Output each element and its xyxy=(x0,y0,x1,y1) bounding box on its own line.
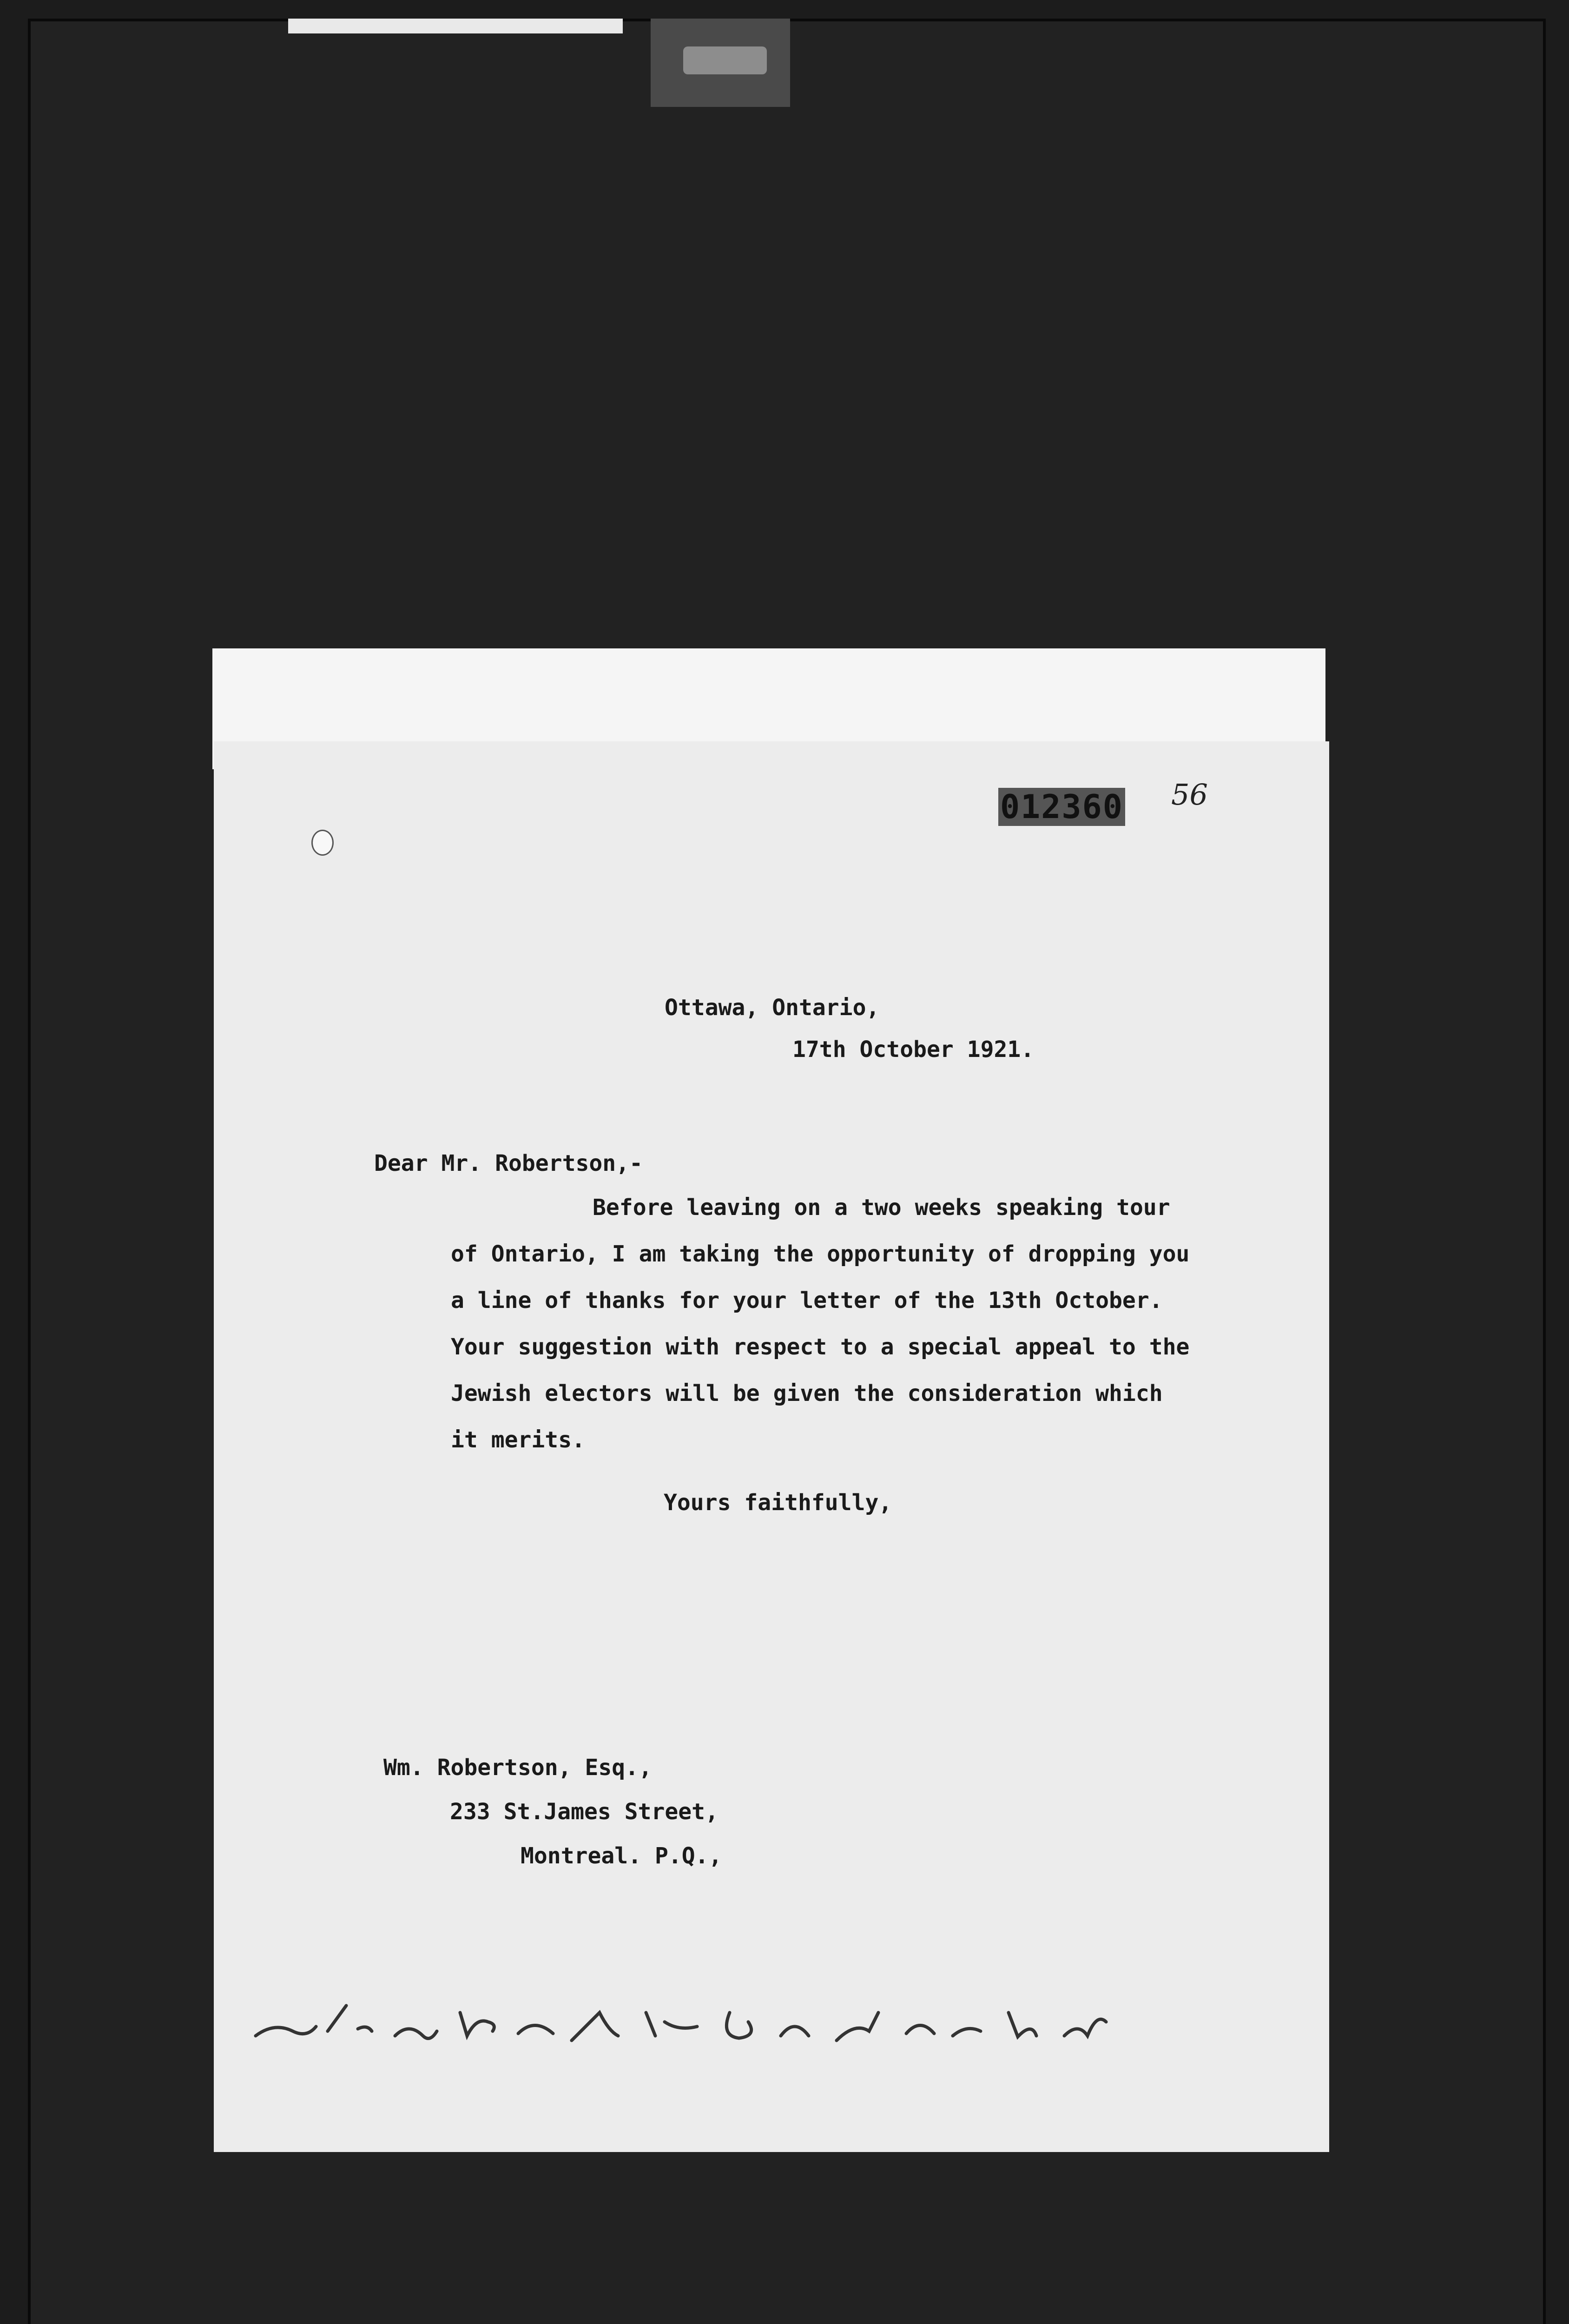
letter-body-line: Before leaving on a two weeks speaking tour xyxy=(593,1195,1170,1221)
document-number: 012360 xyxy=(998,788,1125,826)
letter-date: 17th October 1921. xyxy=(792,1037,1035,1063)
letter-salutation: Dear Mr. Robertson,- xyxy=(374,1150,643,1176)
letter-body-line: Jewish electors will be given the consideration which xyxy=(451,1380,1163,1406)
letter-body-line: a line of thanks for your letter of the 13th October. xyxy=(451,1287,1163,1314)
recipient-city: Montreal. P.Q., xyxy=(521,1843,722,1869)
document-number-suffix: 56 xyxy=(1171,778,1208,812)
shorthand-annotation xyxy=(246,1985,1222,2059)
letter-page xyxy=(214,741,1329,2152)
letter-place: Ottawa, Ontario, xyxy=(665,995,880,1021)
film-holder-notch xyxy=(683,46,767,74)
punch-hole-mark xyxy=(311,830,334,856)
letter-body-line: Your suggestion with respect to a special appeal to the xyxy=(451,1334,1190,1360)
recipient-street: 233 St.James Street, xyxy=(450,1799,719,1825)
recipient-name: Wm. Robertson, Esq., xyxy=(383,1755,652,1781)
letter-body-line: it merits. xyxy=(451,1427,585,1453)
frame-edge-strip xyxy=(288,19,623,33)
letter-body-line: of Ontario, I am taking the opportunity of dropping you xyxy=(451,1241,1190,1267)
letter-closing: Yours faithfully, xyxy=(664,1490,892,1516)
